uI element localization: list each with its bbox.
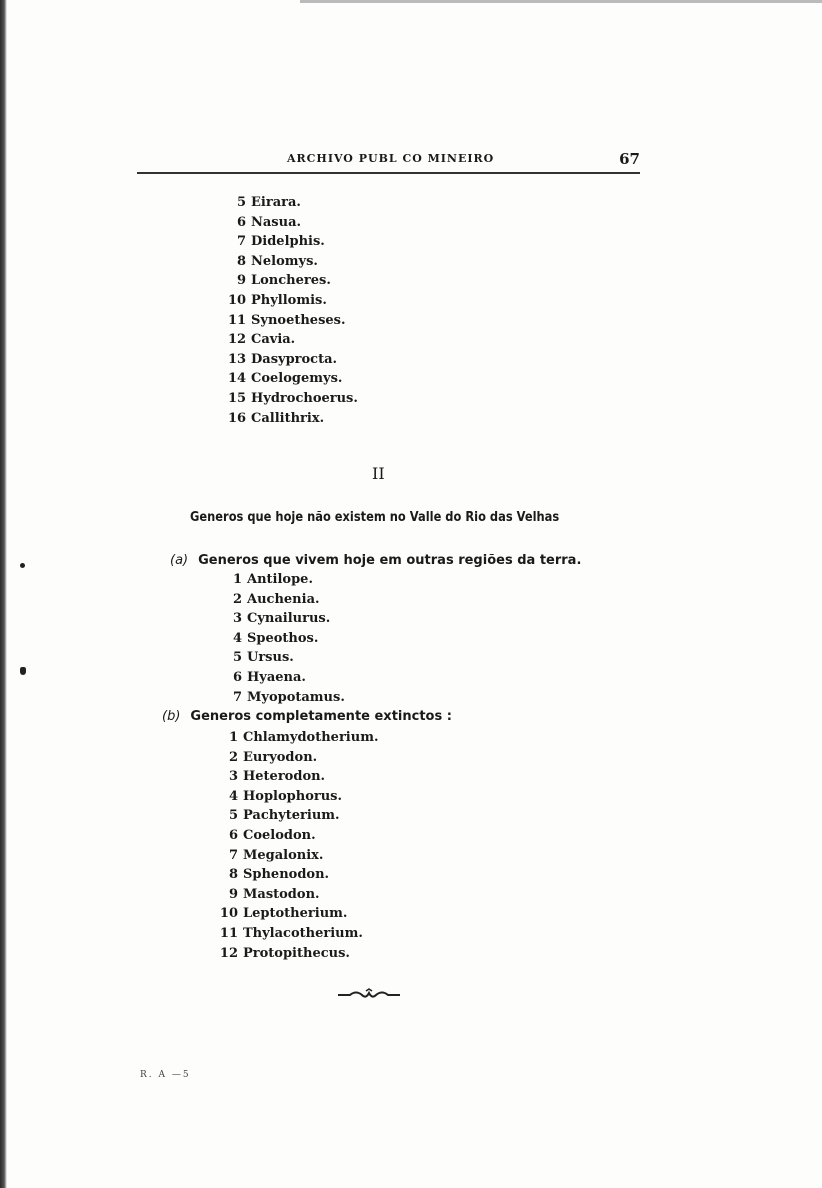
item-number: 7 (232, 689, 242, 705)
genus-name: Chlamydotherium. (243, 730, 379, 745)
item-number: 2 (232, 591, 242, 607)
item-number: 13 (228, 351, 247, 367)
genus-name: Cynailurus. (247, 611, 331, 627)
list-item (228, 668, 345, 688)
item-number: 6 (228, 827, 238, 843)
genus-name: Hoplophorus. (243, 788, 343, 804)
genus-name: Protopithecus. (243, 945, 350, 961)
item-number: 9 (236, 273, 246, 289)
list-item (228, 232, 358, 252)
list-item (228, 369, 358, 389)
list-item (218, 767, 378, 787)
list-item (228, 271, 358, 291)
margin-mark (20, 667, 26, 675)
list-item (228, 330, 358, 350)
group-title: Generos completamente extinctos : (190, 709, 452, 724)
page-number: 67 (619, 150, 640, 168)
list-item (228, 213, 358, 233)
item-number: 3 (232, 611, 242, 627)
list-item (228, 291, 358, 311)
genus-name: Loncheres. (251, 273, 331, 289)
list-item (228, 629, 345, 649)
page-header (137, 150, 640, 174)
genus-name: Dasyprocta. (251, 351, 338, 367)
genus-name: Coelogemys. (251, 371, 343, 387)
genus-name: Synoetheses. (251, 312, 346, 328)
genus-name: Eirara. (251, 195, 301, 210)
genus-name: Mastodon. (243, 886, 320, 902)
group-a-heading (170, 553, 581, 568)
group-b-heading (162, 709, 452, 724)
genera-list-continued (228, 193, 358, 428)
signature-mark: R. A —5 (140, 1070, 191, 1080)
list-item (228, 409, 358, 429)
margin-mark (20, 563, 25, 568)
item-number: 14 (228, 371, 247, 387)
genus-name: Ursus. (247, 650, 294, 666)
genus-name: Leptotherium. (243, 906, 348, 922)
section-numeral: II (372, 464, 385, 483)
list-item (228, 570, 345, 590)
genus-name: Nasua. (251, 214, 302, 230)
list-item (228, 252, 358, 272)
genus-name: Myopotamus. (247, 689, 345, 705)
genus-name: Phyllomis. (251, 292, 327, 308)
item-number: 8 (236, 253, 246, 269)
group-title: Generos que vivem hoje em outras regiões da terra. (198, 553, 582, 568)
section-heading: Generos que hoje não existem no Valle do Rio das Velhas (190, 510, 560, 525)
list-item (228, 688, 345, 708)
item-number: 6 (232, 669, 242, 685)
item-number: 4 (228, 788, 238, 804)
item-number: 9 (228, 886, 238, 902)
genus-name: Didelphis. (251, 234, 325, 250)
item-number: 11 (219, 925, 238, 941)
list-item (228, 350, 358, 370)
list-item (228, 193, 358, 213)
list-item (218, 728, 378, 748)
item-number: 5 (232, 650, 242, 666)
item-number: 2 (228, 749, 238, 765)
list-item (218, 748, 378, 768)
item-number: 1 (228, 730, 238, 745)
list-item (218, 865, 378, 885)
list-item (218, 787, 378, 807)
item-number: 6 (236, 214, 246, 230)
genus-name: Hyaena. (247, 669, 306, 685)
item-number: 10 (219, 906, 238, 922)
scan-top-line (300, 0, 822, 3)
list-item (218, 924, 378, 944)
scan-edge-shadow (0, 0, 7, 1188)
item-number: 3 (228, 769, 238, 785)
list-item (228, 389, 358, 409)
list-item (228, 590, 345, 610)
list-item (218, 806, 378, 826)
genus-name: Heterodon. (243, 769, 326, 785)
item-number: 12 (219, 945, 238, 961)
genus-name: Nelomys. (251, 253, 318, 269)
genus-name: Callithrix. (251, 410, 325, 426)
genus-name: Euryodon. (243, 749, 318, 765)
genus-name: Hydrochoerus. (251, 390, 358, 406)
item-number: 12 (228, 332, 247, 348)
item-number: 11 (228, 312, 247, 328)
list-item (218, 846, 378, 866)
item-number: 4 (232, 630, 242, 646)
genus-name: Coelodon. (243, 827, 316, 843)
genus-name: Cavia. (251, 332, 296, 348)
end-ornament-icon (336, 988, 402, 1002)
genus-name: Antilope. (247, 572, 313, 587)
genus-name: Megalonix. (243, 847, 324, 863)
list-item (218, 826, 378, 846)
group-marker: (a) (170, 553, 189, 568)
genera-list-group-a (228, 570, 345, 707)
genus-name: Speothos. (247, 630, 319, 646)
genera-list-group-b (218, 728, 378, 963)
item-number: 1 (232, 572, 242, 587)
genus-name: Thylacotherium. (243, 925, 363, 941)
genus-name: Pachyterium. (243, 808, 340, 824)
item-number: 7 (228, 847, 238, 863)
genus-name: Sphenodon. (243, 867, 330, 883)
list-item (228, 311, 358, 331)
list-item (228, 648, 345, 668)
item-number: 5 (236, 195, 246, 210)
item-number: 8 (228, 867, 238, 883)
item-number: 10 (228, 292, 247, 308)
list-item (218, 885, 378, 905)
item-number: 7 (236, 234, 246, 250)
genus-name: Auchenia. (247, 591, 320, 607)
list-item (218, 944, 378, 964)
item-number: 15 (228, 390, 247, 406)
list-item (218, 904, 378, 924)
running-title: ARCHIVO PUBL CO MINEIRO (287, 152, 495, 165)
item-number: 5 (228, 808, 238, 824)
list-item (228, 609, 345, 629)
item-number: 16 (228, 410, 247, 426)
group-marker: (b) (162, 709, 181, 724)
